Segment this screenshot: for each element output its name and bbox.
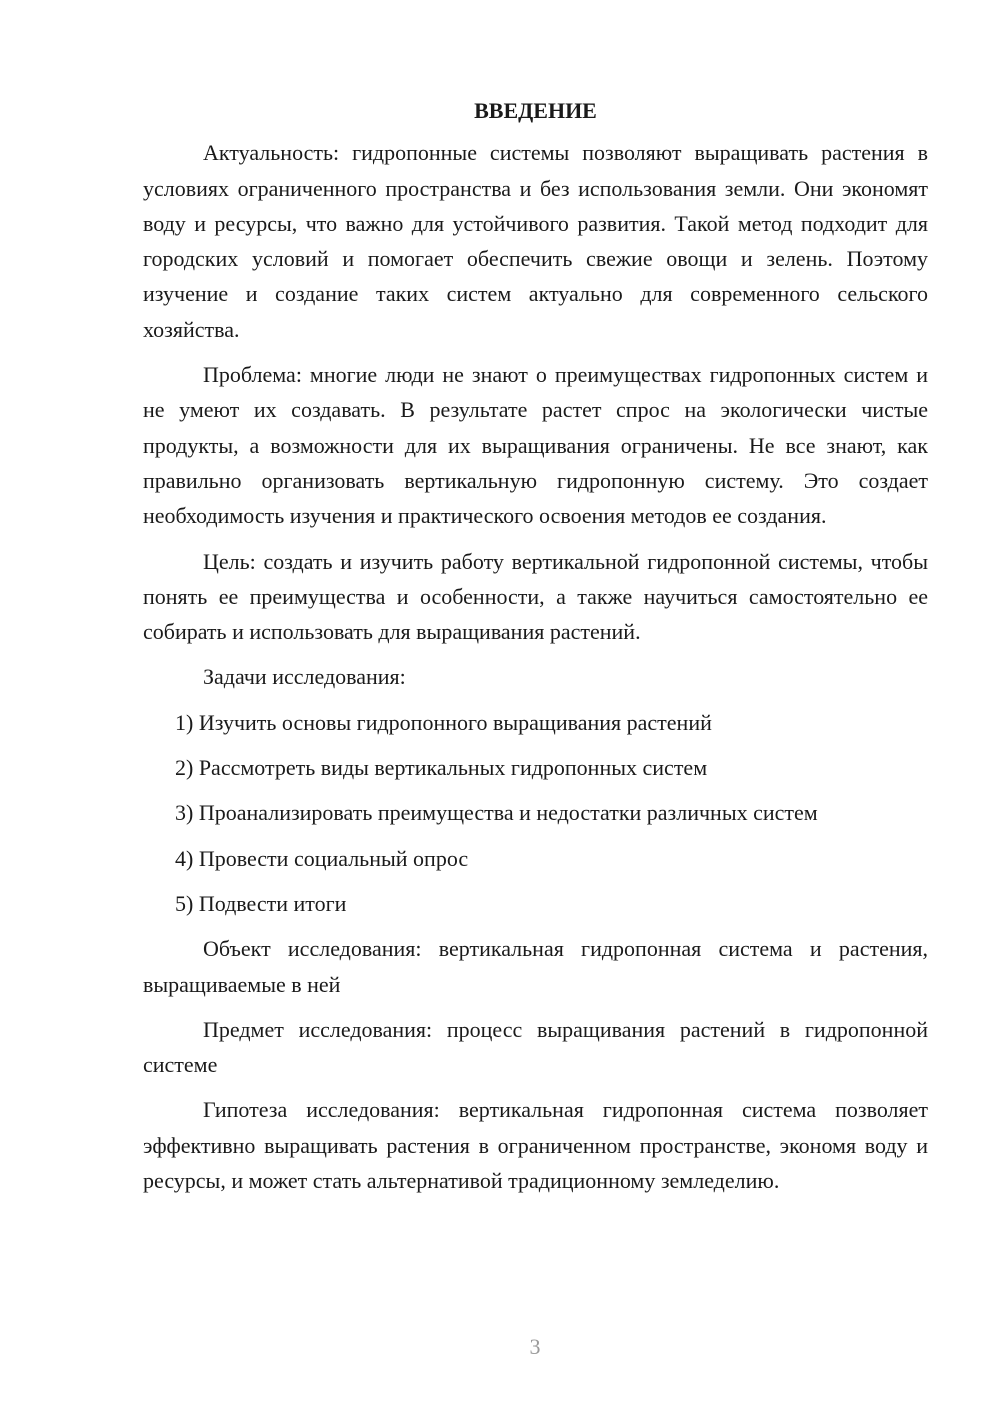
paragraph-hypothesis: Гипотеза исследования: вертикальная гидропонная система позволяет эффективно выращивать растения в ограниченном пространстве, экономя воду и ресурсы, и может стать альтернативой традиционному земледелию. xyxy=(143,1097,928,1194)
task-item: 3) Проанализировать преимущества и недостатки различных систем xyxy=(175,800,818,826)
paragraph-subject: Предмет исследования: процесс выращивания растений в гидропонной системе xyxy=(143,1016,928,1078)
paragraph-goal: Цель: создать и изучить работу вертикальной гидропонной системы, чтобы понять ее преимущества и особенности, а также научиться самостоятельно ее собирать и использовать для выращивания растений. xyxy=(143,548,928,645)
page-number: 3 xyxy=(529,1334,541,1359)
page-content xyxy=(143,93,928,1208)
task-item: 4) Провести социальный опрос xyxy=(175,845,469,871)
paragraph-object: Объект исследования: вертикальная гидропонная система и растения, выращиваемые в ней xyxy=(143,936,928,997)
tasks-heading: Задачи исследования: xyxy=(203,664,406,690)
task-item: 1) Изучить основы гидропонного выращивания растений xyxy=(175,709,712,735)
paragraph-relevance: Актуальность: гидропонные системы позволяют выращивать растения в условиях ограниченного пространства и без использования земли. Они экономят воду и ресурсы, что важно для устойчивого развития. Такой метод подходит для городских условий и помогает обеспечить свежие овощи и зелень. Поэтому изучение и создание таких систем актуально для современного сельского хозяйства. xyxy=(143,140,928,342)
task-item: 2) Рассмотреть виды вертикальных гидропонных систем xyxy=(175,755,708,781)
page-title: ВВЕДЕНИЕ xyxy=(474,98,597,123)
paragraph-problem: Проблема: многие люди не знают о преимуществах гидропонных систем и не умеют их создавать. В результате растет спрос на экологически чистые продукты, а возможности для их выращивания ограничены. Не все знают, как правильно организовать вертикальную гидропонную систему. Это создает необходимость изучения и практического освоения методов ее создания. xyxy=(143,362,928,529)
tasks-list xyxy=(143,705,928,921)
task-item: 5) Подвести итоги xyxy=(175,890,347,916)
